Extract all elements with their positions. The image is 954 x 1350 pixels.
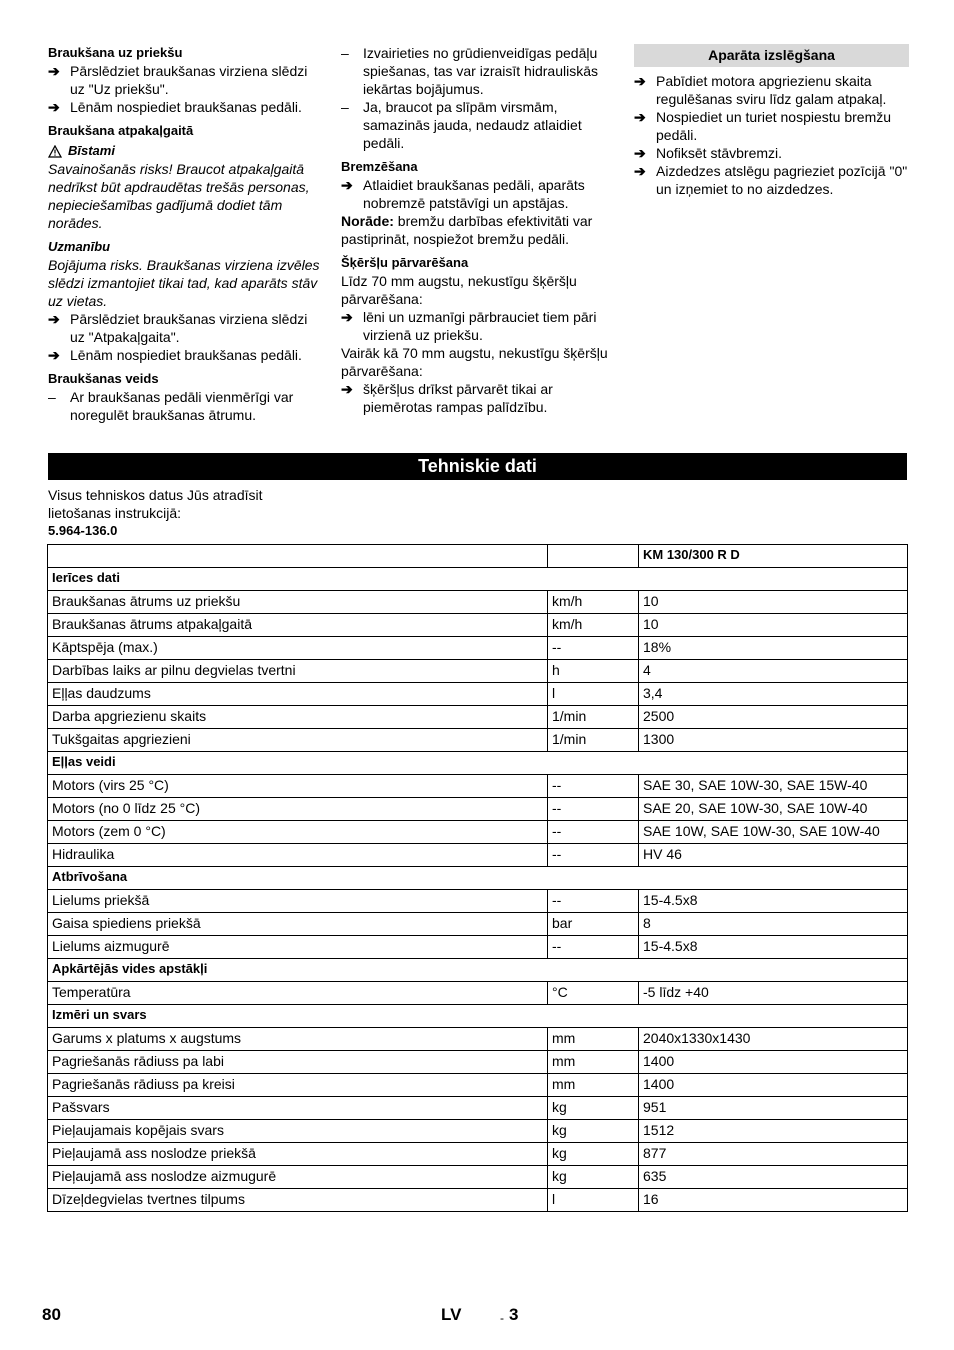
parameter-cell: Garums x platums x augstums bbox=[48, 1028, 548, 1051]
list-item: ➔ Pārslēdziet braukšanas virziena slēdzi uz "Atpakaļgaita". bbox=[48, 311, 308, 345]
parameter-cell: Hidraulika bbox=[48, 844, 548, 867]
unit-cell: 1/min bbox=[548, 729, 639, 752]
caution-label: Uzmanību bbox=[48, 239, 111, 254]
value-cell: 10 bbox=[639, 614, 908, 637]
value-cell: 1300 bbox=[639, 729, 908, 752]
footer-dash: - bbox=[500, 1311, 504, 1325]
table-row bbox=[48, 637, 908, 660]
value-cell: SAE 10W, SAE 10W-30, SAE 10W-40 bbox=[639, 821, 908, 844]
section-heading-cell: Atbrīvošana bbox=[48, 867, 908, 890]
unit-cell: kg bbox=[548, 1166, 639, 1189]
value-cell: 2040x1330x1430 bbox=[639, 1028, 908, 1051]
value-cell: HV 46 bbox=[639, 844, 908, 867]
note-label: Norāde: bbox=[341, 213, 394, 229]
list-item: ➔ Pārslēdziet braukšanas virziena slēdzi uz "Uz priekšu". bbox=[48, 63, 308, 97]
unit-cell: l bbox=[548, 1189, 639, 1212]
brake-note bbox=[341, 212, 614, 248]
section-heading-cell: Ierīces dati bbox=[48, 568, 908, 591]
parameter-cell: Pieļaujamais kopējais svars bbox=[48, 1120, 548, 1143]
forward-heading: Braukšana uz priekšu bbox=[48, 45, 183, 60]
table-row bbox=[48, 1166, 908, 1189]
intro-text: Visus tehniskos datus Jūs atradīsit lietošanas instrukcijā: bbox=[48, 487, 263, 521]
arrow-icon: ➔ bbox=[341, 309, 353, 325]
table-row bbox=[48, 683, 908, 706]
table-row bbox=[48, 1028, 908, 1051]
value-cell: -5 līdz +40 bbox=[639, 982, 908, 1005]
table-row bbox=[48, 821, 908, 844]
dash-bullet: – bbox=[341, 99, 349, 115]
unit-cell: 1/min bbox=[548, 706, 639, 729]
forward-steps bbox=[48, 62, 320, 116]
obstacle-heading: Šķēršļu pārvarēšana bbox=[341, 255, 469, 270]
technical-data-body bbox=[48, 545, 908, 1212]
section-heading-cell: Izmēri un svars bbox=[48, 1005, 908, 1028]
value-cell: 18% bbox=[639, 637, 908, 660]
list-item: – Izvairieties no grūdienveidīgas pedāļu spiešanas, tas var izraisīt hidrauliskās iekārtas bojājumus. bbox=[341, 45, 598, 97]
parameter-cell: Tukšgaitas apgriezieni bbox=[48, 729, 548, 752]
value-cell: 635 bbox=[639, 1166, 908, 1189]
value-cell: 1400 bbox=[639, 1074, 908, 1097]
value-cell: 15-4.5x8 bbox=[639, 936, 908, 959]
table-row bbox=[48, 1143, 908, 1166]
intro bbox=[48, 486, 328, 540]
reverse-heading: Braukšana atpakaļgaitā bbox=[48, 123, 194, 138]
switch-off-heading: Aparāta izslēgšana bbox=[634, 44, 909, 67]
table-section-row bbox=[48, 867, 908, 890]
list-item: – Ar braukšanas pedāli vienmērīgi var noregulēt braukšanas ātrumu. bbox=[48, 389, 294, 423]
unit-cell: kg bbox=[548, 1120, 639, 1143]
parameter-cell: Darba apgriezienu skaits bbox=[48, 706, 548, 729]
dash-bullet: – bbox=[48, 389, 56, 405]
unit-cell: h bbox=[548, 660, 639, 683]
unit-cell: -- bbox=[548, 798, 639, 821]
table-row bbox=[48, 729, 908, 752]
parameter-cell: Braukšanas ātrums atpakaļgaitā bbox=[48, 614, 548, 637]
column-middle bbox=[341, 44, 614, 416]
value-cell: 877 bbox=[639, 1143, 908, 1166]
mode-items bbox=[48, 388, 320, 424]
unit-cell: -- bbox=[548, 821, 639, 844]
parameter-cell: Pieļaujamā ass noslodze aizmugurē bbox=[48, 1166, 548, 1189]
table-row bbox=[48, 706, 908, 729]
column-right bbox=[634, 44, 909, 198]
unit-cell: mm bbox=[548, 1051, 639, 1074]
unit-cell: °C bbox=[548, 982, 639, 1005]
value-cell: 2500 bbox=[639, 706, 908, 729]
list-item: ➔ Aizdedzes atslēgu pagrieziet pozīcijā "0" un izņemiet to no aizdedzes. bbox=[634, 163, 908, 197]
arrow-icon: ➔ bbox=[48, 99, 60, 115]
unit-cell: bar bbox=[548, 913, 639, 936]
unit-cell: -- bbox=[548, 775, 639, 798]
dash-bullet: – bbox=[341, 45, 349, 61]
table-section-row bbox=[48, 568, 908, 591]
obstacle-low-text: Līdz 70 mm augstu, nekustīgu šķēršļu pārvarēšana: bbox=[341, 273, 577, 307]
column-left bbox=[48, 44, 320, 424]
parameter-cell: Lielums aizmugurē bbox=[48, 936, 548, 959]
language-code: LV bbox=[441, 1305, 462, 1324]
warning-triangle-icon bbox=[48, 145, 62, 158]
header-empty-cell bbox=[548, 545, 639, 568]
table-row bbox=[48, 775, 908, 798]
sub-page-number: 3 bbox=[509, 1305, 519, 1324]
parameter-cell: Pagriešanās rādiuss pa kreisi bbox=[48, 1074, 548, 1097]
obstacle-high-step: ➔ šķēršļus drīkst pārvarēt tikai ar piemērotas rampas palīdzību. bbox=[341, 381, 553, 415]
unit-cell: -- bbox=[548, 637, 639, 660]
parameter-cell: Gaisa spiediens priekšā bbox=[48, 913, 548, 936]
caution-text: Bojājuma risks. Braukšanas virziena izvēles slēdzi izmantojiet tikai tad, kad aparāts stāv uz vietas. bbox=[48, 257, 320, 309]
arrow-icon: ➔ bbox=[48, 311, 60, 327]
parameter-cell: Kāptspēja (max.) bbox=[48, 637, 548, 660]
brake-step: ➔ Atlaidiet braukšanas pedāli, aparāts nobremzē patstāvīgi un apstājas. bbox=[341, 177, 585, 211]
technical-data-table bbox=[47, 544, 908, 1212]
value-cell: 8 bbox=[639, 913, 908, 936]
table-row bbox=[48, 844, 908, 867]
table-row bbox=[48, 913, 908, 936]
value-cell: 3,4 bbox=[639, 683, 908, 706]
table-row bbox=[48, 1189, 908, 1212]
list-item: ➔ Pabīdiet motora apgriezienu skaita regulēšanas sviru līdz galam atpakaļ. bbox=[634, 73, 887, 107]
table-row bbox=[48, 982, 908, 1005]
unit-cell: km/h bbox=[548, 591, 639, 614]
parameter-cell: Motors (virs 25 °C) bbox=[48, 775, 548, 798]
value-cell: 4 bbox=[639, 660, 908, 683]
unit-cell: -- bbox=[548, 890, 639, 913]
table-row bbox=[48, 890, 908, 913]
list-item: ➔ Lēnām nospiediet braukšanas pedāli. bbox=[48, 99, 302, 115]
value-cell: 1400 bbox=[639, 1051, 908, 1074]
unit-cell: mm bbox=[548, 1074, 639, 1097]
arrow-icon: ➔ bbox=[341, 381, 353, 397]
table-row bbox=[48, 591, 908, 614]
unit-cell: kg bbox=[548, 1097, 639, 1120]
page-number: 80 bbox=[42, 1305, 61, 1324]
list-item: ➔ Nofiksēt stāvbremzi. bbox=[634, 145, 783, 161]
model-header: KM 130/300 R D bbox=[639, 545, 908, 568]
parameter-cell: Pagriešanās rādiuss pa labi bbox=[48, 1051, 548, 1074]
arrow-icon: ➔ bbox=[634, 73, 646, 89]
unit-cell: -- bbox=[548, 936, 639, 959]
value-cell: 10 bbox=[639, 591, 908, 614]
table-row bbox=[48, 1051, 908, 1074]
value-cell: SAE 30, SAE 10W-30, SAE 15W-40 bbox=[639, 775, 908, 798]
unit-cell: -- bbox=[548, 844, 639, 867]
value-cell: 16 bbox=[639, 1189, 908, 1212]
arrow-icon: ➔ bbox=[634, 145, 646, 161]
table-section-row bbox=[48, 959, 908, 982]
danger-heading bbox=[48, 142, 320, 160]
obstacle-low-step: ➔ lēni un uzmanīgi pārbrauciet tiem pāri virzienā uz priekšu. bbox=[341, 309, 597, 343]
parameter-cell: Dīzeļdegvielas tvertnes tilpums bbox=[48, 1189, 548, 1212]
parameter-cell: Pašsvars bbox=[48, 1097, 548, 1120]
arrow-icon: ➔ bbox=[634, 109, 646, 125]
value-cell: 15-4.5x8 bbox=[639, 890, 908, 913]
parameter-cell: Temperatūra bbox=[48, 982, 548, 1005]
section-heading-cell: Eļļas veidi bbox=[48, 752, 908, 775]
section-heading-cell: Apkārtējās vides apstākļi bbox=[48, 959, 908, 982]
brake-heading: Bremzēšana bbox=[341, 159, 418, 174]
arrow-icon: ➔ bbox=[341, 177, 353, 193]
arrow-icon: ➔ bbox=[634, 163, 646, 179]
obstacle-high-text: Vairāk kā 70 mm augstu, nekustīgu šķēršļu pārvarēšana: bbox=[341, 345, 608, 379]
unit-cell: l bbox=[548, 683, 639, 706]
mode-items-continued bbox=[341, 44, 614, 152]
value-cell: 951 bbox=[639, 1097, 908, 1120]
parameter-cell: Pieļaujamā ass noslodze priekšā bbox=[48, 1143, 548, 1166]
table-row bbox=[48, 936, 908, 959]
table-row bbox=[48, 798, 908, 821]
arrow-icon: ➔ bbox=[48, 63, 60, 79]
list-item: ➔ Nospiediet un turiet nospiestu bremžu pedāli. bbox=[634, 109, 892, 143]
switch-off-steps bbox=[634, 72, 909, 198]
danger-label: Bīstami bbox=[68, 143, 115, 158]
unit-cell: km/h bbox=[548, 614, 639, 637]
intro-code: 5.964-136.0 bbox=[48, 523, 118, 538]
table-row bbox=[48, 1097, 908, 1120]
arrow-icon: ➔ bbox=[48, 347, 60, 363]
parameter-cell: Motors (no 0 līdz 25 °C) bbox=[48, 798, 548, 821]
table-section-row bbox=[48, 752, 908, 775]
unit-cell: kg bbox=[548, 1143, 639, 1166]
list-item: ➔ Lēnām nospiediet braukšanas pedāli. bbox=[48, 347, 302, 363]
table-section-row bbox=[48, 1005, 908, 1028]
value-cell: 1512 bbox=[639, 1120, 908, 1143]
parameter-cell: Lielums priekšā bbox=[48, 890, 548, 913]
table-row bbox=[48, 614, 908, 637]
list-item: – Ja, braucot pa slīpām virsmām, samazinās jauda, nedaudz atlaidiet pedāli. bbox=[341, 99, 582, 151]
parameter-cell: Braukšanas ātrums uz priekšu bbox=[48, 591, 548, 614]
parameter-cell: Darbības laiks ar pilnu degvielas tvertni bbox=[48, 660, 548, 683]
table-row bbox=[48, 1074, 908, 1097]
reverse-steps bbox=[48, 310, 320, 364]
header-empty-cell bbox=[48, 545, 548, 568]
table-row bbox=[48, 1120, 908, 1143]
section-title: Tehniskie dati bbox=[48, 453, 907, 480]
mode-heading: Braukšanas veids bbox=[48, 371, 159, 386]
unit-cell: mm bbox=[548, 1028, 639, 1051]
parameter-cell: Motors (zem 0 °C) bbox=[48, 821, 548, 844]
note-text: bremžu darbības efektivitāti var pastiprināt, nospiežot bremžu pedāli. bbox=[341, 213, 593, 247]
table-header-row bbox=[48, 545, 908, 568]
parameter-cell: Eļļas daudzums bbox=[48, 683, 548, 706]
value-cell: SAE 20, SAE 10W-30, SAE 10W-40 bbox=[639, 798, 908, 821]
table-row bbox=[48, 660, 908, 683]
danger-text: Savainošanās risks! Braucot atpakaļgaitā nedrīkst būt apdraudētas trešās personas, nepieciešamības gadījumā dodiet tām norādes. bbox=[48, 161, 310, 231]
